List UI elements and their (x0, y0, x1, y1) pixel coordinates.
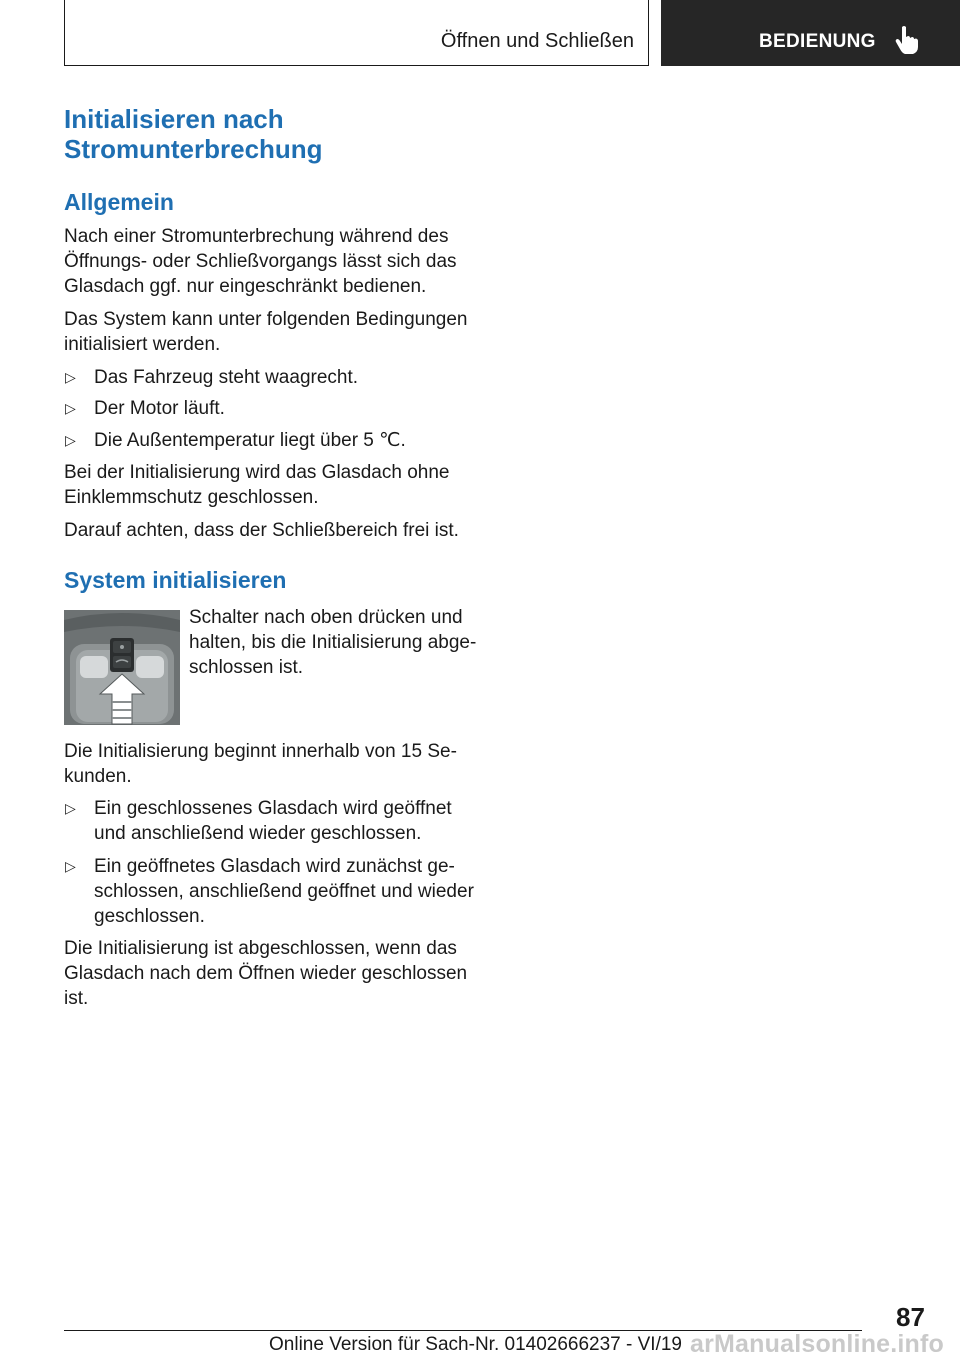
bullet-item (64, 396, 484, 421)
bullet-text: und anschließend wieder geschlossen. (94, 823, 422, 844)
bullet-text: Der Motor läuft. (94, 398, 225, 419)
hand-pointer-icon (893, 25, 921, 55)
triangle-bullet-icon: ▷ (65, 369, 76, 385)
overhead-console-illustration (64, 610, 180, 725)
chapter-title: Öffnen und Schließen (440, 30, 634, 52)
figure-instruction (189, 605, 484, 680)
paragraph-conditions (64, 307, 484, 357)
triangle-bullet-icon: ▷ (65, 800, 76, 816)
text-line: Bei der Initialisierung wird das Glasdach ohne (64, 462, 450, 483)
text-line: Glasdach nach dem Öffnen wieder geschlossen (64, 963, 468, 984)
bullet-text: Ein geschlossenes Glasdach wird geöffnet (94, 798, 452, 819)
paragraph-start (64, 739, 484, 789)
triangle-bullet-icon: ▷ (65, 858, 76, 874)
triangle-bullet-icon: ▷ (65, 400, 76, 416)
bullet-text: Das Fahrzeug steht waagrecht. (94, 367, 359, 388)
text-line: schlossen ist. (189, 657, 304, 678)
paragraph-completion (64, 936, 484, 1011)
watermark: arManualsonline.info (690, 1330, 945, 1358)
bullet-item (64, 428, 484, 453)
paragraph-caution (64, 518, 484, 543)
heading-allgemein: Allgemein (64, 189, 174, 215)
bullet-item (64, 854, 484, 929)
section-title: BEDIENUNG (759, 31, 876, 52)
text-line: ist. (64, 988, 89, 1009)
paragraph-intro (64, 224, 484, 299)
text-line: Schalter nach oben drücken und (189, 607, 463, 628)
text-line: Die Initialisierung ist abgeschlossen, wenn das (64, 938, 457, 959)
text-line: Einklemmschutz geschlossen. (64, 487, 319, 508)
text-line: Öffnungs- oder Schließvorgangs lässt sich das (64, 251, 457, 272)
bullet-text: Die Außentemperatur liegt über 5 ℃. (94, 430, 406, 451)
heading-system-initialisieren: System initialisieren (64, 567, 287, 593)
text-line: kunden. (64, 766, 132, 787)
page-title (64, 104, 484, 164)
text-line: Darauf achten, dass der Schließbereich frei ist. (64, 520, 459, 541)
bullet-text: geschlossen. (94, 906, 205, 927)
bullet-text: schlossen, anschließend geöffnet und wieder (94, 881, 474, 902)
header-chapter-box (64, 0, 649, 66)
text-line: Nach einer Stromunterbrechung während des (64, 226, 449, 247)
bullet-text: Ein geöffnetes Glasdach wird zunächst ge- (94, 856, 455, 877)
header-section-tab (661, 0, 960, 66)
title-line-2: Stromunterbrechung (64, 134, 323, 164)
bullet-item (64, 796, 484, 846)
bullet-item (64, 365, 484, 390)
text-line: initialisiert werden. (64, 334, 221, 355)
text-line: Das System kann unter folgenden Bedingungen (64, 309, 468, 330)
text-line: halten, bis die Initialisierung abge- (189, 632, 477, 653)
roof-switch-figure (64, 610, 180, 725)
online-version-note: Online Version für Sach-Nr. 01402666237 - VI/19 (269, 1334, 682, 1355)
paragraph-pinch-protection (64, 460, 484, 510)
triangle-bullet-icon: ▷ (65, 432, 76, 448)
text-line: Glasdach ggf. nur eingeschränkt bedienen. (64, 276, 427, 297)
page-number: 87 (896, 1302, 925, 1332)
title-line-1: Initialisieren nach (64, 104, 284, 134)
text-line: Die Initialisierung beginnt innerhalb von 15 Se- (64, 741, 457, 762)
